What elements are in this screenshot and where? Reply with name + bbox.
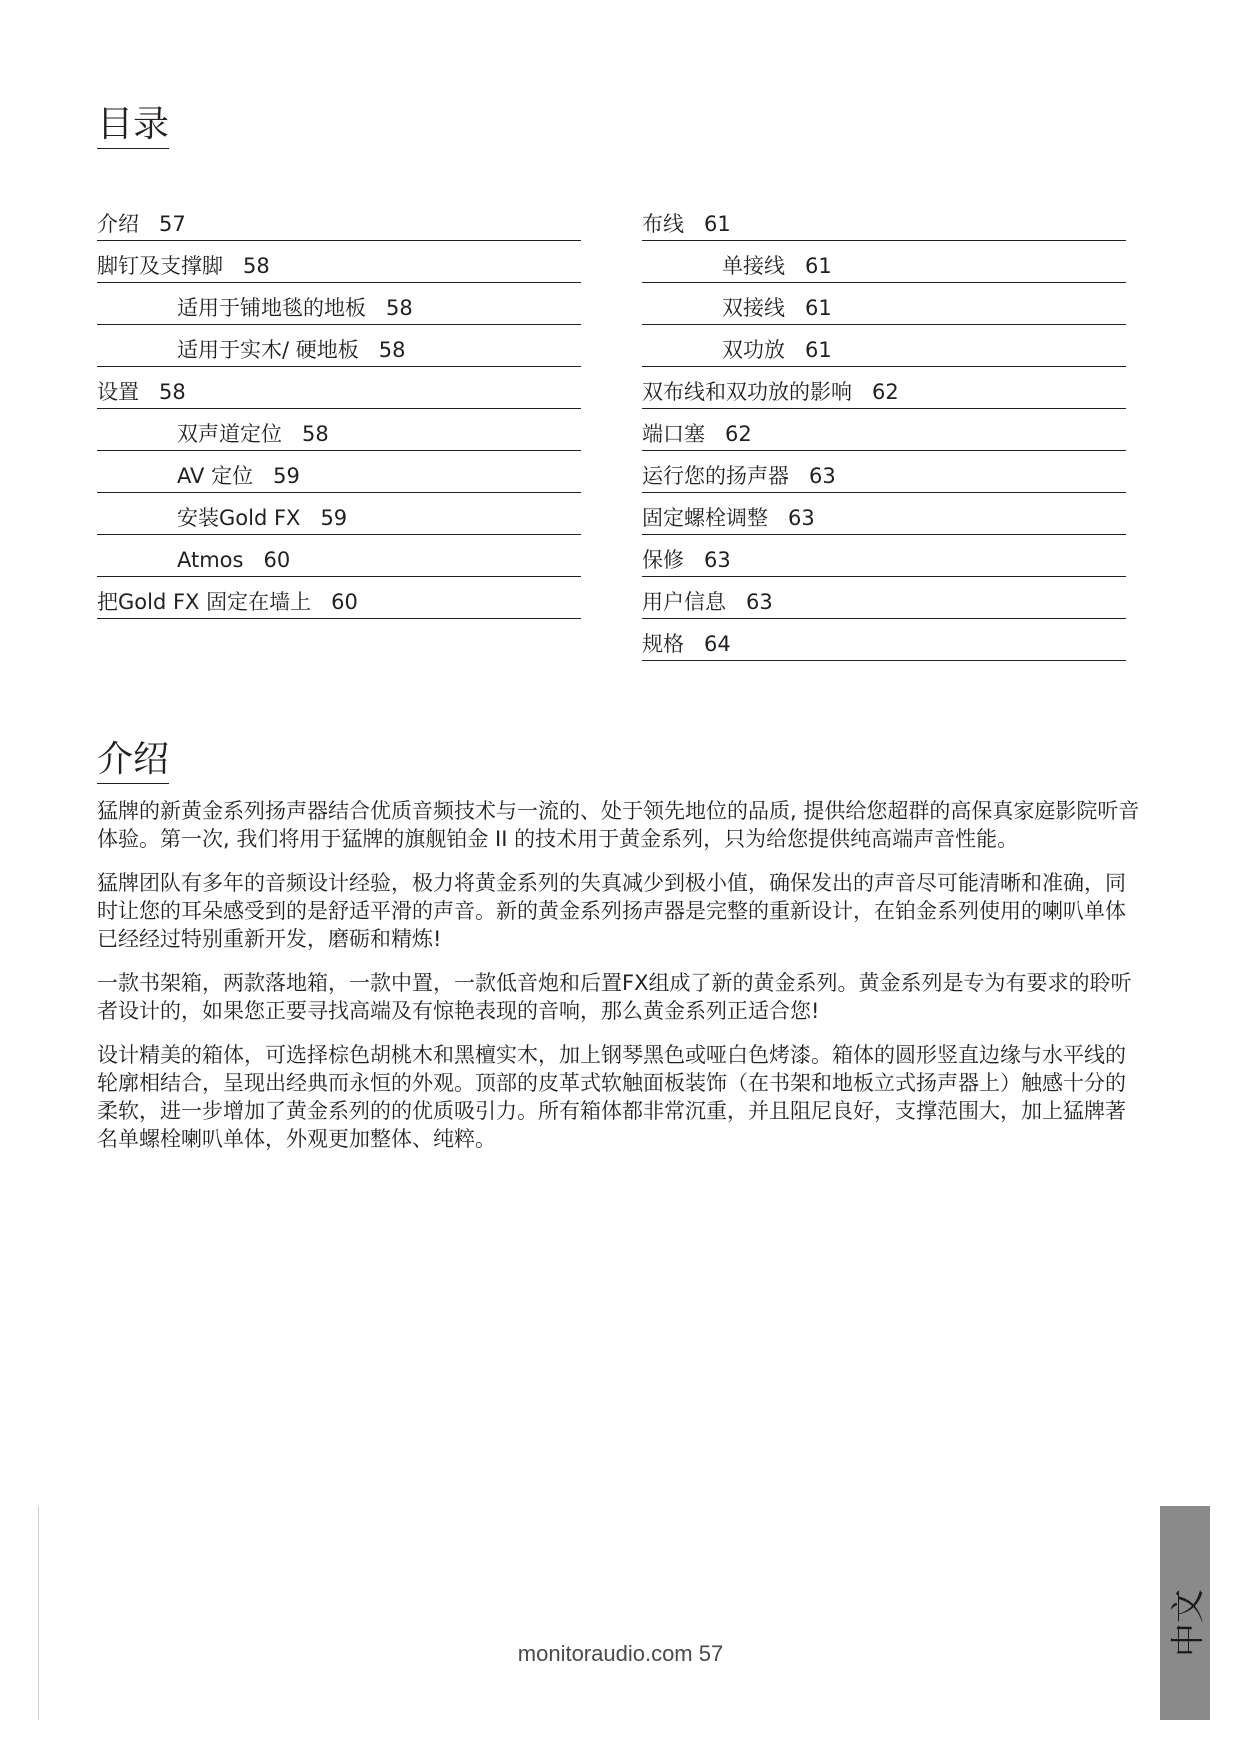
toc-entry-page: 62 bbox=[872, 380, 899, 404]
toc-entry[interactable] bbox=[97, 329, 581, 371]
intro-paragraph: 猛牌的新黄金系列扬声器结合优质音频技术与一流的、处于领先地位的品质, 提供给您超群的高保真家庭影院听音体验。第一次, 我们将用于猛牌的旗舰铂金 II 的技术用于黄金系列，只为给您提供纯高端声音性能。 bbox=[97, 799, 1140, 851]
language-tab bbox=[1160, 1506, 1210, 1720]
toc-entry-label: 运行您的扬声器 bbox=[642, 464, 789, 488]
toc-entry-label: 介绍 bbox=[97, 212, 139, 236]
toc-entry-page: 61 bbox=[805, 296, 832, 320]
toc-entry-page: 57 bbox=[159, 212, 186, 236]
toc-entry[interactable] bbox=[97, 497, 581, 539]
toc-entry-underline bbox=[97, 282, 581, 283]
toc-entry-label: 规格 bbox=[642, 632, 684, 656]
toc-entry-underline bbox=[642, 408, 1126, 409]
toc-entry-underline bbox=[642, 576, 1126, 577]
toc-entry[interactable] bbox=[642, 581, 1126, 623]
toc-entry-page: 58 bbox=[378, 338, 406, 362]
toc-entry-label: 把Gold FX 固定在墙上 bbox=[97, 590, 312, 614]
toc-entry-underline bbox=[642, 660, 1126, 661]
toc-entry-label: 单接线 bbox=[722, 254, 785, 278]
toc-entry-underline bbox=[642, 534, 1126, 535]
toc-entry[interactable] bbox=[642, 539, 1126, 581]
toc-right-column bbox=[642, 203, 1126, 665]
page-footer: monitoraudio.com 57 bbox=[517, 1641, 724, 1666]
toc-entry-label: Atmos bbox=[177, 548, 244, 572]
toc-entry-page: 60 bbox=[263, 548, 291, 572]
toc-entry-page: 63 bbox=[746, 590, 773, 614]
toc-entry[interactable] bbox=[642, 623, 1126, 665]
toc-entry-label: AV 定位 bbox=[177, 464, 254, 488]
language-tab-label: 中文 bbox=[1168, 1589, 1209, 1657]
toc-entry-page: 58 bbox=[302, 422, 329, 446]
toc-entry-page: 63 bbox=[704, 548, 731, 572]
toc-entry[interactable] bbox=[97, 455, 581, 497]
toc-entry-page: 63 bbox=[809, 464, 836, 488]
toc-entry-underline bbox=[97, 324, 581, 325]
toc-entry-underline bbox=[97, 408, 581, 409]
toc-entry-underline bbox=[642, 366, 1126, 367]
toc-entry-page: 62 bbox=[725, 422, 752, 446]
toc-entry-label: 适用于铺地毯的地板 bbox=[177, 296, 366, 320]
intro-paragraph: 一款书架箱，两款落地箱，一款中置，一款低音炮和后置FX组成了新的黄金系列。黄金系列是专为有要求的聆听者设计的，如果您正要寻找高端及有惊艳表现的音响，那么黄金系列正适合您! bbox=[97, 971, 1132, 1023]
toc-entry[interactable] bbox=[97, 539, 581, 581]
toc-entry[interactable] bbox=[642, 203, 1126, 245]
intro-paragraph: 设计精美的箱体，可选择棕色胡桃木和黑檀实木，加上钢琴黑色或哑白色烤漆。箱体的圆形竖直边缘与水平线的轮廓相结合，呈现出经典而永恒的外观。顶部的皮革式软触面板装饰（在书架和地板立式扬声器上）触感十分的柔软，进一步增加了黄金系列的的优质吸引力。所有箱体都非常沉重，并且阻尼良好，支撑范围大，加上猛牌著名单螺栓喇叭单体，外观更加整体、纯粹。 bbox=[97, 1043, 1126, 1151]
toc-entry[interactable] bbox=[97, 413, 581, 455]
toc-entry-label: 保修 bbox=[642, 548, 684, 572]
intro-body bbox=[97, 797, 1143, 1169]
toc-entry-label: 双布线和双功放的影响 bbox=[642, 380, 852, 404]
toc-entry-underline bbox=[97, 492, 581, 493]
toc-heading: 目录 bbox=[97, 104, 170, 145]
toc-entry-label: 双声道定位 bbox=[177, 422, 282, 446]
toc-entry-underline bbox=[97, 534, 581, 535]
toc-entry-label: 设置 bbox=[97, 380, 139, 404]
toc-entry-page: 61 bbox=[805, 254, 832, 278]
toc-entry-label: 用户信息 bbox=[642, 590, 726, 614]
toc-entry[interactable] bbox=[642, 371, 1126, 413]
toc-entry-label: 固定螺栓调整 bbox=[642, 506, 768, 530]
toc-entry[interactable] bbox=[642, 287, 1126, 329]
toc-entry-page: 63 bbox=[788, 506, 815, 530]
toc-entry-label: 布线 bbox=[642, 212, 684, 236]
toc-entry-underline bbox=[97, 618, 581, 619]
toc-entry-page: 58 bbox=[243, 254, 270, 278]
toc-entry-label: 端口塞 bbox=[642, 422, 705, 446]
toc-entry-underline bbox=[642, 282, 1126, 283]
toc-entry-page: 58 bbox=[386, 296, 413, 320]
left-margin-rule bbox=[38, 1506, 39, 1720]
toc-entry-underline bbox=[642, 450, 1126, 451]
toc-entry-page: 58 bbox=[159, 380, 186, 404]
toc-entry[interactable] bbox=[97, 203, 581, 245]
toc-entry-page: 64 bbox=[704, 632, 731, 656]
toc-entry-label: 脚钉及支撑脚 bbox=[97, 254, 223, 278]
toc-entry[interactable] bbox=[97, 245, 581, 287]
toc-entry-underline bbox=[642, 492, 1126, 493]
toc-heading-underline bbox=[97, 148, 169, 149]
toc-entry-underline bbox=[642, 618, 1126, 619]
intro-heading-underline bbox=[97, 783, 169, 784]
toc-entry-underline bbox=[97, 450, 581, 451]
toc-entry[interactable] bbox=[97, 287, 581, 329]
toc-entry[interactable] bbox=[97, 371, 581, 413]
toc-entry-label: 双接线 bbox=[722, 296, 785, 320]
toc-entry[interactable] bbox=[97, 581, 581, 623]
toc-entry-underline bbox=[97, 366, 581, 367]
toc-entry[interactable] bbox=[642, 329, 1126, 371]
toc-entry[interactable] bbox=[642, 245, 1126, 287]
toc-left-column bbox=[97, 203, 581, 623]
toc-entry-underline bbox=[642, 324, 1126, 325]
toc-entry-page: 59 bbox=[273, 464, 300, 488]
toc-entry-page: 60 bbox=[331, 590, 358, 614]
toc-entry-page: 59 bbox=[320, 506, 348, 530]
toc-entry-label: 双功放 bbox=[722, 338, 785, 362]
toc-entry[interactable] bbox=[642, 413, 1126, 455]
toc-entry-underline bbox=[97, 240, 581, 241]
toc-entry-label: 安装Gold FX bbox=[177, 506, 301, 530]
toc-entry-label: 适用于实木/ 硬地板 bbox=[177, 338, 359, 362]
toc-entry-underline bbox=[642, 240, 1126, 241]
toc-entry-underline bbox=[97, 576, 581, 577]
toc-entry[interactable] bbox=[642, 497, 1126, 539]
toc-entry-page: 61 bbox=[805, 338, 832, 362]
intro-paragraph: 猛牌团队有多年的音频设计经验，极力将黄金系列的失真减少到极小值，确保发出的声音尽可能清晰和准确，同时让您的耳朵感受到的是舒适平滑的声音。新的黄金系列扬声器是完整的重新设计，在铂金系列使用的喇叭单体已经经过特别重新开发，磨砺和精炼! bbox=[97, 871, 1126, 951]
intro-heading: 介绍 bbox=[97, 739, 170, 780]
toc-entry-page: 61 bbox=[704, 212, 731, 236]
toc-entry[interactable] bbox=[642, 455, 1126, 497]
